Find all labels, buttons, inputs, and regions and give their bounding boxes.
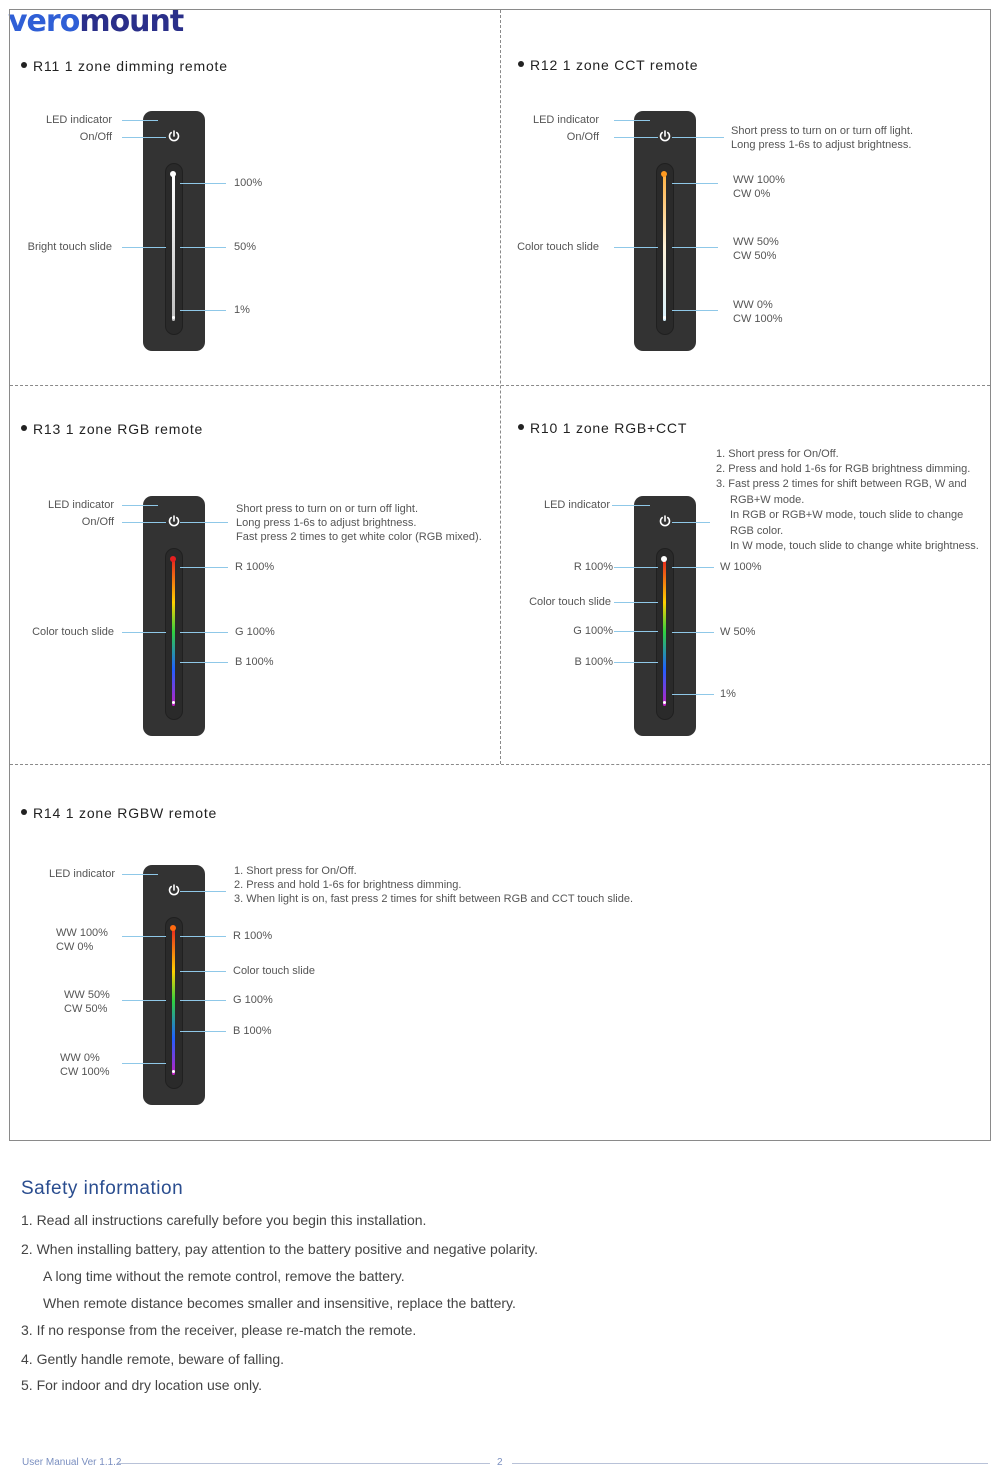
leader-line xyxy=(180,247,226,248)
label-r-100: R 100% xyxy=(573,561,613,573)
safety-item-2a: A long time without the remote control, remove the battery. xyxy=(43,1268,405,1284)
bottom-dot xyxy=(172,701,175,704)
leader-line xyxy=(122,936,166,937)
leader-line xyxy=(672,137,724,138)
note-short-press: Short press to turn on or turn off light. xyxy=(236,503,419,515)
brightness-strip xyxy=(172,173,175,321)
leader-line xyxy=(180,183,226,184)
label-ww-100: WW 100% xyxy=(733,174,785,186)
label-led-indicator: LED indicator xyxy=(543,499,610,511)
leader-line xyxy=(180,522,228,523)
power-icon xyxy=(167,883,181,897)
leader-line xyxy=(180,662,228,663)
leader-line xyxy=(122,1063,166,1064)
leader-line xyxy=(180,632,228,633)
top-dot xyxy=(170,171,176,177)
leader-line xyxy=(122,505,158,506)
remote-r13 xyxy=(143,496,205,736)
power-icon xyxy=(167,129,181,143)
label-color-touch-slide: Color touch slide xyxy=(517,241,599,253)
label-1-pct: 1% xyxy=(720,688,736,700)
power-icon xyxy=(658,514,672,528)
leader-line xyxy=(614,602,658,603)
note-7: In W mode, touch slide to change white brightness. xyxy=(730,540,979,552)
leader-line xyxy=(672,632,714,633)
leader-line xyxy=(122,247,166,248)
leader-line xyxy=(122,137,166,138)
leader-line xyxy=(614,567,658,568)
top-dot xyxy=(170,925,176,931)
leader-line xyxy=(672,694,714,695)
leader-line xyxy=(612,505,650,506)
note-3: 3. When light is on, fast press 2 times for shift between RGB and CCT touch slide. xyxy=(234,893,634,905)
section-title-r10: R10 1 zone RGB+CCT xyxy=(518,420,687,436)
power-icon xyxy=(658,129,672,143)
leader-line xyxy=(122,874,158,875)
label-b-100: B 100% xyxy=(233,1025,272,1037)
footer-version: User Manual Ver 1.1.2 xyxy=(22,1457,122,1468)
leader-line xyxy=(672,522,710,523)
leader-line xyxy=(614,662,658,663)
note-5: In RGB or RGB+W mode, touch slide to change xyxy=(730,509,964,521)
safety-item-1: 1. Read all instructions carefully before you begin this installation. xyxy=(21,1212,427,1228)
bottom-dot xyxy=(172,1070,175,1073)
bottom-dot xyxy=(663,316,666,319)
leader-line xyxy=(614,631,658,632)
remote-r12 xyxy=(634,111,696,351)
label-color-touch-slide: Color touch slide xyxy=(233,965,315,977)
label-on-off: On/Off xyxy=(566,131,599,143)
leader-line xyxy=(614,137,658,138)
label-50-pct: 50% xyxy=(234,241,257,253)
safety-item-4: 4. Gently handle remote, beware of falling. xyxy=(21,1351,285,1367)
label-cw-100: CW 100% xyxy=(60,1066,110,1078)
label-cw-0: CW 0% xyxy=(733,188,771,200)
section-title-r13: R13 1 zone RGB remote xyxy=(21,421,203,437)
leader-line xyxy=(614,120,650,121)
section-title-r12: R12 1 zone CCT remote xyxy=(518,57,698,73)
label-100-pct: 100% xyxy=(234,177,263,189)
label-ww-50: WW 50% xyxy=(64,989,110,1001)
bottom-dot xyxy=(172,316,175,319)
remote-r11 xyxy=(143,111,205,351)
label-on-off: On/Off xyxy=(81,516,114,528)
label-led-indicator: LED indicator xyxy=(47,499,114,511)
label-led-indicator: LED indicator xyxy=(48,868,115,880)
label-bright-touch-slide: Bright touch slide xyxy=(27,241,112,253)
note-6: RGB color. xyxy=(730,525,784,537)
rgb-strip xyxy=(172,558,175,706)
label-color-touch-slide: Color touch slide xyxy=(529,596,611,608)
top-dot xyxy=(170,556,176,562)
label-ww-0: WW 0% xyxy=(733,299,773,311)
leader-line xyxy=(180,971,226,972)
note-long-press: Long press 1-6s to adjust brightness. xyxy=(731,139,912,151)
leader-line xyxy=(672,310,718,311)
note-short-press: Short press to turn on or turn off light. xyxy=(731,125,914,137)
remote-r10 xyxy=(634,496,696,736)
label-g-100: G 100% xyxy=(573,625,613,637)
label-g-100: G 100% xyxy=(235,626,275,638)
note-1: 1. Short press for On/Off. xyxy=(716,448,839,460)
label-cw-0: CW 0% xyxy=(56,941,94,953)
leader-line xyxy=(180,936,226,937)
note-2: 2. Press and hold 1-6s for brightness dimming. xyxy=(234,879,462,891)
rgb-strip xyxy=(663,558,666,706)
label-b-100: B 100% xyxy=(235,656,274,668)
leader-line xyxy=(122,632,166,633)
label-ww-0: WW 0% xyxy=(60,1052,100,1064)
leader-line xyxy=(672,183,718,184)
leader-line xyxy=(180,567,228,568)
rgb-strip xyxy=(172,927,175,1075)
leader-line xyxy=(122,1000,166,1001)
page-number: 2 xyxy=(497,1457,503,1468)
safety-item-5: 5. For indoor and dry location use only. xyxy=(21,1377,262,1393)
leader-line xyxy=(614,247,658,248)
divider-horizontal-2 xyxy=(10,764,990,765)
safety-item-3: 3. If no response from the receiver, please re-match the remote. xyxy=(21,1322,417,1338)
note-fast-press: Fast press 2 times to get white color (RGB mixed). xyxy=(236,531,482,543)
label-cw-50: CW 50% xyxy=(64,1003,108,1015)
label-cw-100: CW 100% xyxy=(733,313,783,325)
top-dot xyxy=(661,556,667,562)
leader-line xyxy=(180,310,226,311)
footer-rule-right xyxy=(512,1463,988,1464)
remote-r14 xyxy=(143,865,205,1105)
label-r-100: R 100% xyxy=(233,930,273,942)
top-dot xyxy=(661,171,667,177)
leader-line xyxy=(122,522,166,523)
label-led-indicator: LED indicator xyxy=(532,114,599,126)
section-title-r14: R14 1 zone RGBW remote xyxy=(21,805,217,821)
label-cw-50: CW 50% xyxy=(733,250,777,262)
bottom-dot xyxy=(663,701,666,704)
cct-strip xyxy=(663,173,666,321)
label-ww-50: WW 50% xyxy=(733,236,779,248)
safety-item-2: 2. When installing battery, pay attention to the battery positive and negative polarity. xyxy=(21,1241,539,1257)
label-on-off: On/Off xyxy=(79,131,112,143)
label-w-50: W 50% xyxy=(720,626,756,638)
leader-line xyxy=(180,891,226,892)
safety-item-2b: When remote distance becomes smaller and insensitive, replace the battery. xyxy=(43,1295,516,1311)
note-1: 1. Short press for On/Off. xyxy=(234,865,357,877)
note-long-press: Long press 1-6s to adjust brightness. xyxy=(236,517,417,529)
label-w-100: W 100% xyxy=(720,561,762,573)
label-r-100: R 100% xyxy=(235,561,275,573)
logo-part-2: mount xyxy=(79,4,184,39)
note-3: 3. Fast press 2 times for shift between RGB, W and xyxy=(716,478,967,490)
label-g-100: G 100% xyxy=(233,994,273,1006)
footer-rule-left xyxy=(118,1463,490,1464)
section-title-r11: R11 1 zone dimming remote xyxy=(21,58,228,74)
label-color-touch-slide: Color touch slide xyxy=(32,626,114,638)
label-ww-100: WW 100% xyxy=(56,927,108,939)
leader-line xyxy=(672,247,718,248)
logo-part-1: vero xyxy=(8,4,80,39)
label-led-indicator: LED indicator xyxy=(45,114,112,126)
note-4: RGB+W mode. xyxy=(730,494,805,506)
label-b-100: B 100% xyxy=(574,656,613,668)
leader-line xyxy=(122,120,158,121)
leader-line xyxy=(672,567,714,568)
leader-line xyxy=(180,1031,226,1032)
note-2: 2. Press and hold 1-6s for RGB brightness dimming. xyxy=(716,463,971,475)
leader-line xyxy=(180,1000,226,1001)
divider-horizontal-1 xyxy=(10,385,990,386)
safety-title: Safety information xyxy=(21,1178,184,1199)
label-1-pct: 1% xyxy=(234,304,250,316)
power-icon xyxy=(167,514,181,528)
